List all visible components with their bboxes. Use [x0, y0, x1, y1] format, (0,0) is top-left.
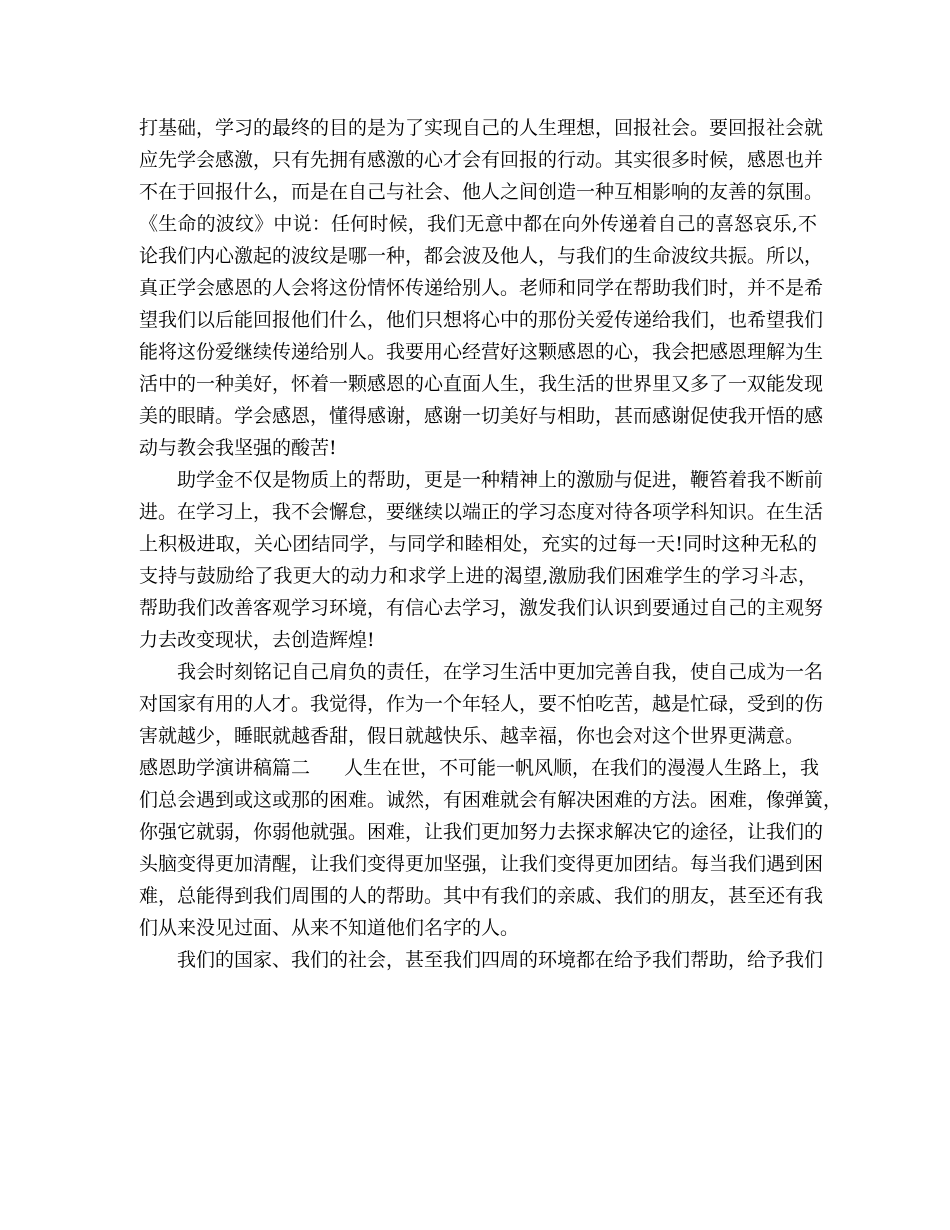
- text-line: 《生命的波纹》中说：任何时候，我们无意中都在向外传递着自己的喜怒哀乐,不: [139, 213, 817, 235]
- section-heading-line: [139, 752, 820, 784]
- text-line: 力去改变现状，去创造辉煌!: [139, 629, 375, 651]
- paragraph-first-line: 助学金不仅是物质上的帮助，更是一种精神上的激励与促进，鞭笞着我不断前: [177, 469, 824, 491]
- text-line: 上积极进取，关心团结同学，与同学和睦相处，充实的过每一天!同时这种无私的: [139, 533, 817, 555]
- paragraph-first-line: 我们的国家、我们的社会，甚至我们四周的环境都在给予我们帮助，给予我们: [177, 949, 824, 971]
- document-body: [139, 112, 843, 976]
- text-line: 们总会遇到或这或那的困难。诚然，有困难就会有解决困难的方法。困难，像弹簧，: [139, 789, 843, 811]
- text-line: 能将这份爱继续传递给别人。我要用心经营好这颗感恩的心，我会把感恩理解为生: [139, 341, 824, 363]
- paragraph-first-line: 我会时刻铭记自己肩负的责任，在学习生活中更加完善自我，使自己成为一名: [177, 661, 824, 683]
- text-line: 对国家有用的人才。我觉得，作为一个年轻人，要不怕吃苦，越是忙碌，受到的伤: [139, 693, 824, 715]
- text-line: 害就越少，睡眠就越香甜，假日就越快乐、越幸福，你也会对这个世界更满意。: [139, 725, 805, 747]
- text-line: 美的眼睛。学会感恩，懂得感谢，感谢一切美好与相助，甚而感谢促使我开悟的感: [139, 405, 824, 427]
- text-line: 真正学会感恩的人会将这份情怀传递给别人。老师和同学在帮助我们时，并不是希: [139, 277, 824, 299]
- text-line: 活中的一种美好，怀着一颗感恩的心直面人生，我生活的世界里又多了一双能发现: [139, 373, 824, 395]
- text-line: 支持与鼓励给了我更大的动力和求学上进的渴望,激励我们困难学生的学习斗志，: [139, 565, 817, 587]
- text-line: 难，总能得到我们周围的人的帮助。其中有我们的亲戚、我们的朋友，甚至还有我: [139, 885, 824, 907]
- text-line: 动与教会我坚强的酸苦!: [139, 437, 337, 459]
- text-line: 不在于回报什么，而是在自己与社会、他人之间创造一种互相影响的友善的氛围。: [139, 181, 824, 203]
- text-line: 们从来没见过面、从来不知道他们名字的人。: [139, 917, 520, 939]
- text-line: 头脑变得更加清醒，让我们变得更加坚强，让我们变得更加团结。每当我们遇到困: [139, 853, 824, 875]
- text-line: 帮助我们改善客观学习环境，有信心去学习，激发我们认识到要通过自己的主观努: [139, 597, 824, 619]
- text-line: 论我们内心激起的波纹是哪一种，都会波及他人，与我们的生命波纹共振。所以，: [139, 245, 824, 267]
- text-line: 打基础，学习的最终的目的是为了实现自己的人生理想，回报社会。要回报社会就: [139, 117, 824, 139]
- text-line: 你强它就弱，你弱他就强。困难，让我们更加努力去探求解决它的途径，让我们的: [139, 821, 824, 843]
- text-line: 进。在学习上，我不会懈怠，要继续以端正的学习态度对待各项学科知识。在生活: [139, 501, 824, 523]
- text-line: 望我们以后能回报他们什么，他们只想将心中的那份关爱传递给我们，也希望我们: [139, 309, 824, 331]
- section-first-sentence: 人生在世，不可能一帆风顺，在我们的漫漫人生路上，我: [344, 757, 820, 779]
- text-line: 应先学会感激，只有先拥有感激的心才会有回报的行动。其实很多时候，感恩也并: [139, 149, 824, 171]
- section-heading: 感恩助学演讲稿篇二: [139, 757, 311, 779]
